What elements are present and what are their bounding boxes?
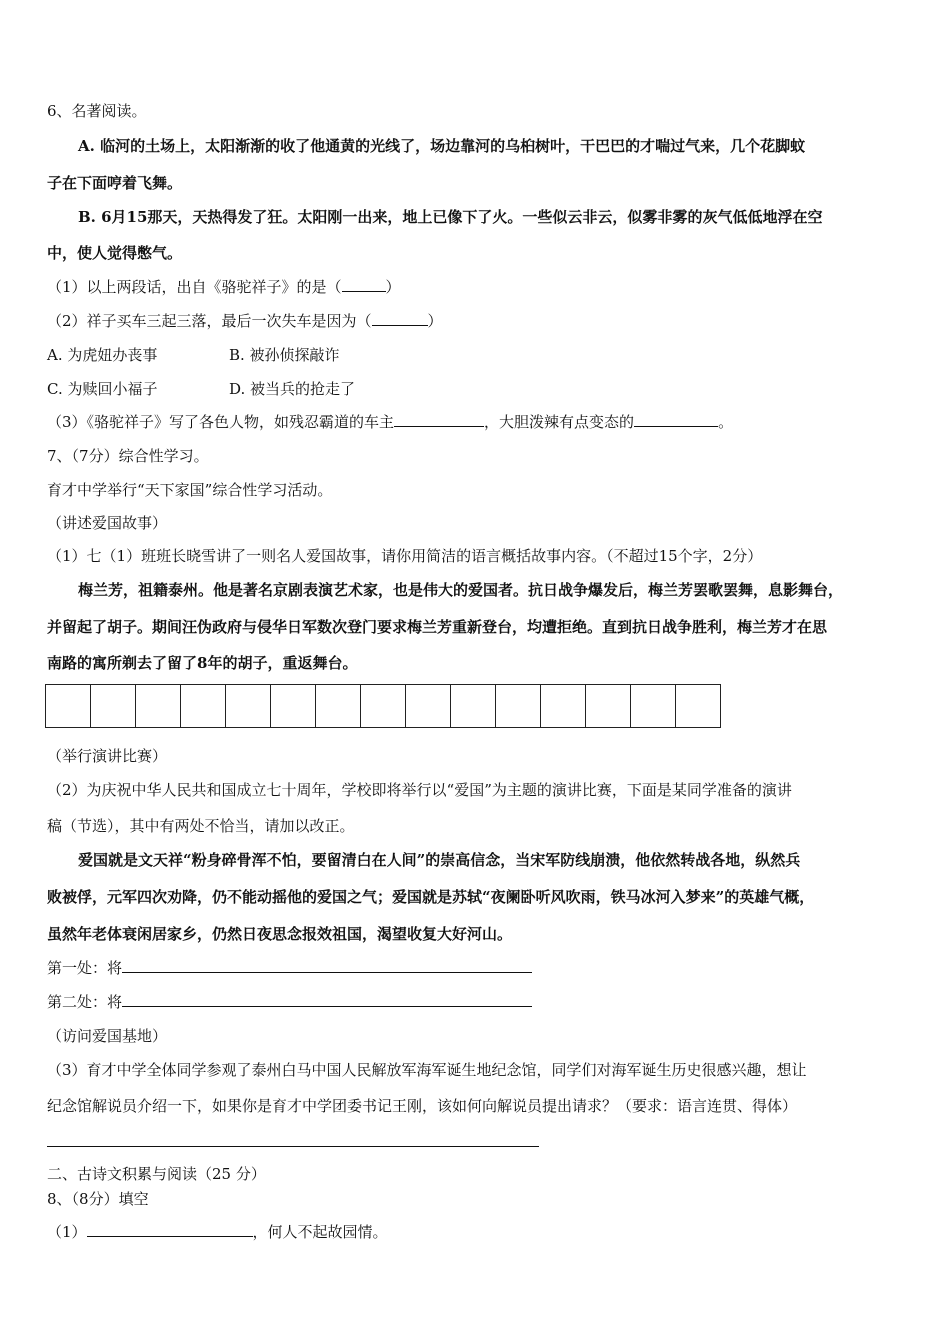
q6-sub3-mid: ，大胆泼辣有点变态的: [484, 413, 635, 431]
answer-blank[interactable]: [394, 412, 484, 427]
q7-sub2-line2: 稿（节选），其中有两处不恰当，请加以改正。: [47, 817, 355, 835]
answer-blank[interactable]: [372, 311, 428, 326]
answer-grid-cell[interactable]: [181, 684, 226, 728]
q6-option-a: A. 为虎妞办丧事: [47, 346, 158, 364]
q7-speech-line2: 败被俘，元军四次劝降，仍不能动摇他的爱国之气；爱国就是苏轼“夜阑卧听风吹雨，铁马冰河入梦来”的英雄气概，: [47, 888, 815, 906]
answer-blank[interactable]: [122, 958, 532, 973]
q6-sub2-close: ）: [427, 312, 443, 330]
answer-blank[interactable]: [342, 277, 386, 292]
answer-blank[interactable]: [634, 412, 718, 427]
section2-title: 二、古诗文积累与阅读（25 分）: [47, 1165, 266, 1183]
answer-grid-cell[interactable]: [136, 684, 181, 728]
q6-option-c: C. 为赎回小福子: [47, 380, 158, 398]
q8-sub1-text: ，何人不起故园情。: [252, 1223, 388, 1241]
answer-grid-cell[interactable]: [46, 684, 91, 728]
answer-grid-cell[interactable]: [631, 684, 676, 728]
q7-part3-heading: （访问爱国基地）: [47, 1027, 168, 1045]
q6-passage-b-line2: 中，使人觉得憋气。: [47, 244, 183, 262]
q7-fix2-label: 第二处：将: [47, 993, 123, 1011]
q6-title: 6、名著阅读。: [47, 102, 147, 120]
q6-passage-a-line1: A. 临河的土场上，太阳渐渐的收了他通黄的光线了，场边靠河的乌桕树叶，干巴巴的才喘过气来，几个花脚蚊: [78, 137, 806, 155]
answer-line[interactable]: [47, 1146, 539, 1147]
q7-fix1: [47, 958, 532, 978]
q6-passage-a-line2: 子在下面哼着飞舞。: [47, 174, 183, 192]
q7-part1-heading: （讲述爱国故事）: [47, 514, 168, 532]
q6-passage-b-line1: B. 6月15那天，天热得发了狂。太阳刚一出来，地上已像下了火。一些似云非云，似雾非雾的灰气低低地浮在空: [78, 208, 823, 226]
answer-grid-cell[interactable]: [226, 684, 271, 728]
q8-title: 8、（8分）填空: [47, 1190, 149, 1208]
answer-grid-cell[interactable]: [496, 684, 541, 728]
q6-sub1-text: （1）以上两段话，出自《骆驼祥子》的是（: [47, 278, 342, 296]
q7-sub3-line1: （3）育才中学全体同学参观了泰州白马中国人民解放军海军诞生地纪念馆，同学们对海军诞生历史很感兴趣，想让: [47, 1061, 807, 1079]
q8-sub1: [47, 1222, 388, 1242]
q6-sub1: [47, 277, 401, 297]
answer-grid-cell[interactable]: [586, 684, 631, 728]
answer-grid-cell[interactable]: [361, 684, 406, 728]
q7-story-line3: 南路的寓所剃去了留了8年的胡子，重返舞台。: [47, 654, 358, 672]
q6-sub2-text: （2）祥子买车三起三落，最后一次失车是因为（: [47, 312, 372, 330]
q6-option-b: B. 被孙侦探敲诈: [229, 346, 340, 364]
answer-blank[interactable]: [87, 1222, 253, 1237]
q7-speech-line3: 虽然年老体衰闲居家乡，仍然日夜思念报效祖国，渴望收复大好河山。: [47, 925, 513, 943]
answer-grid-cell[interactable]: [91, 684, 136, 728]
q6-sub2: [47, 311, 443, 331]
q6-sub3-end: 。: [718, 413, 734, 431]
q6-option-d: D. 被当兵的抢走了: [229, 380, 356, 398]
q8-sub1-num: （1）: [47, 1223, 87, 1241]
q7-fix2: [47, 992, 532, 1012]
answer-grid-cell[interactable]: [271, 684, 316, 728]
q7-part2-heading: （举行演讲比赛）: [47, 747, 168, 765]
q7-story-line1: 梅兰芳，祖籍泰州。他是著名京剧表演艺术家，也是伟大的爱国者。抗日战争爆发后，梅兰芳罢歌罢舞，息影舞台，: [78, 581, 844, 599]
answer-grid-cell[interactable]: [676, 684, 721, 728]
answer-grid-cell[interactable]: [541, 684, 586, 728]
q7-speech-line1: 爱国就是文天祥“粉身碎骨浑不怕，要留清白在人间”的崇高信念，当宋军防线崩溃，他依然转战各地，纵然兵: [78, 851, 801, 869]
q7-title: 7、（7分）综合性学习。: [47, 447, 209, 465]
q7-sub1: （1）七（1）班班长晓雪讲了一则名人爱国故事，请你用简洁的语言概括故事内容。（不超过15个字，2分）: [47, 547, 763, 565]
q7-intro: 育才中学举行“天下家国”综合性学习活动。: [47, 481, 333, 499]
answer-blank[interactable]: [122, 992, 532, 1007]
answer-grid[interactable]: [45, 684, 721, 728]
q6-sub3: [47, 412, 733, 432]
answer-grid-cell[interactable]: [451, 684, 496, 728]
q6-sub3-text: （3）《骆驼祥子》写了各色人物，如残忍霸道的车主: [47, 413, 395, 431]
q6-sub1-close: ）: [385, 278, 401, 296]
q7-fix1-label: 第一处：将: [47, 959, 123, 977]
q7-story-line2: 并留起了胡子。期间汪伪政府与侵华日军数次登门要求梅兰芳重新登台，均遭拒绝。直到抗日战争胜利，梅兰芳才在思: [47, 618, 828, 636]
q7-sub3-line2: 纪念馆解说员介绍一下，如果你是育才中学团委书记王刚，该如何向解说员提出请求？（要求：语言连贯、得体）: [47, 1097, 798, 1115]
answer-grid-cell[interactable]: [406, 684, 451, 728]
answer-grid-cell[interactable]: [316, 684, 361, 728]
q7-sub2-line1: （2）为庆祝中华人民共和国成立七十周年，学校即将举行以“爱国”为主题的演讲比赛，下面是某同学准备的演讲: [47, 781, 792, 799]
